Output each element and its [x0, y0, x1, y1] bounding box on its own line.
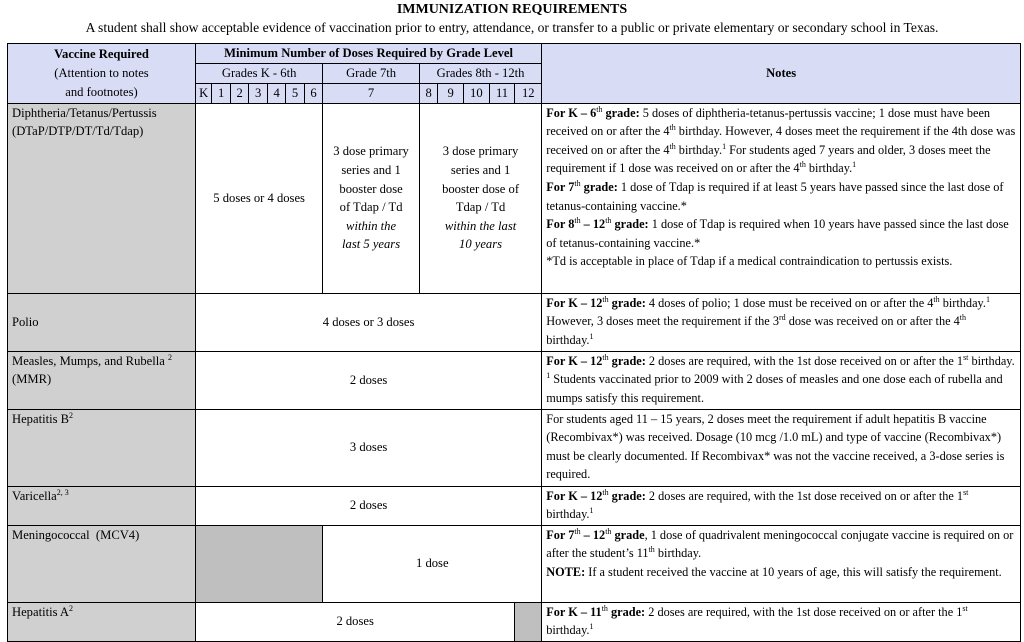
dtap-g812-line-3: booster dose of: [442, 181, 520, 196]
note-dtap-k6: For K – 6th grade: 5 doses of diphtheria-tetanus-pertussis vaccine; 1 dose must have been received on or after the 4th birthday. However, 4 doses meet the requirement if the 4th dose was received on or after the 4th birthday.$^1$ For students aged 7 years and older, 3 doses meet the requirement if 1 dose was received on or after the 4th birthday.$^1$: [546, 104, 1016, 176]
mcv4-doses: 1 dose: [323, 525, 542, 602]
dtap-g7-line-1: 3 dose primary: [333, 144, 409, 159]
footnote-ref: 2: [69, 603, 74, 613]
attention-line-1: (Attention to notes: [54, 65, 149, 80]
dtap-g812-line-6: 10 years: [459, 237, 503, 252]
grade-7-header: Grade 7th: [323, 64, 420, 84]
table-row-polio: [8, 293, 1021, 351]
vaccine-dtap: [8, 103, 196, 293]
table-row-mcv4: [8, 525, 1021, 602]
vaccine-polio: Polio: [8, 293, 196, 351]
vaccine-mmr-line-2: (MMR): [12, 372, 52, 387]
page-title: IMMUNIZATION REQUIREMENTS: [396, 2, 628, 17]
dtap-g7-line-5: within the: [346, 218, 397, 233]
grade-8: 8: [419, 84, 437, 104]
note-mcv4-note: NOTE: If a student received the vaccine at 10 years of age, this will satisfy the requirement.: [546, 564, 1002, 579]
note-mcv4-main: For 7th – 12th grade, 1 dose of quadrivalent meningococcal conjugate vaccine is required on or after the student’s 11th birthday.: [546, 526, 1014, 561]
notes-dtap: [542, 103, 1021, 293]
dtap-g7-line-2: series and 1: [341, 162, 401, 177]
grade-10: 10: [464, 84, 490, 104]
table-row-hepa: [8, 602, 1021, 641]
grade-12: 12: [515, 84, 542, 104]
dtap-g812-line-1: 3 dose primary: [442, 144, 519, 159]
dtap-g812-line-2: series and 1: [450, 162, 511, 177]
vaccine-hepa: [8, 602, 196, 641]
page-subtitle: A student shall show acceptable evidence of vaccination prior to entry, attendance, or transfer to a public or private elementary or secondary school in Texas.: [85, 20, 939, 35]
grade-3: 3: [249, 84, 267, 104]
hepa-doses: 2 doses: [195, 602, 514, 641]
notes-mcv4: [542, 525, 1021, 602]
vaccine-hepa-label: Hepatitis A: [12, 604, 70, 619]
grade-5: 5: [286, 84, 304, 104]
note-dtap-g7: For 7th grade: 1 dose of Tdap is required if at least 5 years have passed since the last dose of tetanus-containing vaccine.*: [546, 178, 1004, 213]
attention-line-2: and footnotes): [65, 84, 138, 99]
footnote-ref: 2: [168, 352, 173, 362]
notes-hepa: For K – 11th grade: 2 doses are required, with the 1st dose received on or after the 1st birthday.$^1$: [542, 602, 1021, 641]
grade-11: 11: [489, 84, 515, 104]
dtap-g812-line-4: Tdap / Td: [455, 200, 506, 215]
table-row-varicella: [8, 486, 1021, 525]
table-row-dtap: [8, 103, 1021, 293]
grade-6: 6: [304, 84, 322, 104]
vaccine-hepb-label: Hepatitis B: [12, 411, 70, 426]
footnote-ref: 2: [69, 410, 74, 420]
vaccine-varicella: [8, 486, 196, 525]
grade-9: 9: [438, 84, 464, 104]
vaccine-mmr-line-1: Measles, Mumps, and Rubella: [12, 353, 165, 368]
vaccine-required-label: Vaccine Required: [54, 46, 149, 61]
grade-7: 7: [323, 84, 420, 104]
dtap-g7-doses: [323, 103, 420, 293]
dtap-g812-doses: [419, 103, 541, 293]
table-row-hepb: [8, 409, 1021, 486]
note-dtap-g812: For 8th – 12th grade: 1 dose of Tdap is required when 10 years have passed since the last dose of tetanus-containing vaccine.*: [546, 216, 1009, 250]
grade-1: 1: [212, 84, 230, 104]
vaccine-mcv4: Meningococcal (MCV4): [8, 525, 196, 602]
vaccine-dtap-line-1: Diphtheria/Tetanus/Pertussis: [12, 105, 157, 120]
header-row-1: [8, 44, 1021, 64]
grade-4: 4: [267, 84, 285, 104]
notes-mmr: For K – 12th grade: 2 doses are required, with the 1st dose received on or after the 1st birthday. $^1$ Students vaccinated prior to 2009 with 2 doses of measles and one dose each of rubella and mumps satisfy this requirement.: [542, 351, 1021, 409]
notes-polio: For K – 12th grade: 4 doses of polio; 1 dose must be received on or after the 4th birthday.$^1$ However, 3 doses meet the requirement if the 3rd dose was received on or after the 4th birthday.$^1$: [542, 293, 1021, 351]
footnote-ref: 2, 3: [56, 487, 69, 497]
vaccine-varicella-label: Varicella: [12, 488, 57, 503]
dtap-g812-line-5: within the last: [444, 218, 517, 233]
note-dtap-td: *Td is acceptable in place of Tdap if a medical contraindication to pertussis exists.: [546, 254, 953, 269]
vaccine-required-header: [8, 44, 196, 104]
hepa-not-required-cell: [515, 602, 542, 641]
polio-doses: 4 doses or 3 doses: [195, 293, 541, 351]
notes-varicella: For K – 12th grade: 2 doses are required, with the 1st dose received on or after the 1st birthday.$^1$: [542, 486, 1021, 525]
grades-k6-header: Grades K - 6th: [195, 64, 322, 84]
mcv4-not-required-cell: [195, 525, 322, 602]
notes-header: Notes: [542, 44, 1021, 104]
hepb-doses: 3 doses: [195, 409, 541, 486]
dtap-g7-line-4: of Tdap / Td: [339, 200, 403, 215]
dtap-g7-line-6: last 5 years: [342, 237, 401, 252]
dtap-g7-line-3: booster dose: [339, 181, 403, 196]
vaccine-hepb: [8, 409, 196, 486]
grade-2: 2: [230, 84, 248, 104]
mmr-doses: 2 doses: [195, 351, 541, 409]
vaccine-dtap-line-2: (DTaP/DTP/DT/Td/Tdap): [12, 124, 144, 139]
table-row-mmr: [8, 351, 1021, 409]
immunization-table: [7, 43, 1021, 642]
grade-k: K: [195, 84, 211, 104]
min-doses-header: Minimum Number of Doses Required by Grade Level: [195, 44, 541, 64]
grades-812-header: Grades 8th - 12th: [419, 64, 541, 84]
notes-hepb: For students aged 11 – 15 years, 2 doses meet the requirement if adult hepatitis B vaccine (Recombivax*) was received. Dosage (10 mcg /1.0 mL) and type of vaccine (Recombivax*) must be clearly documented. If Recombivax* was not the vaccine received, a 3-dose series is required.: [542, 409, 1021, 486]
vaccine-mmr: [8, 351, 196, 409]
varicella-doses: 2 doses: [195, 486, 541, 525]
dtap-k6-doses: 5 doses or 4 doses: [195, 103, 322, 293]
